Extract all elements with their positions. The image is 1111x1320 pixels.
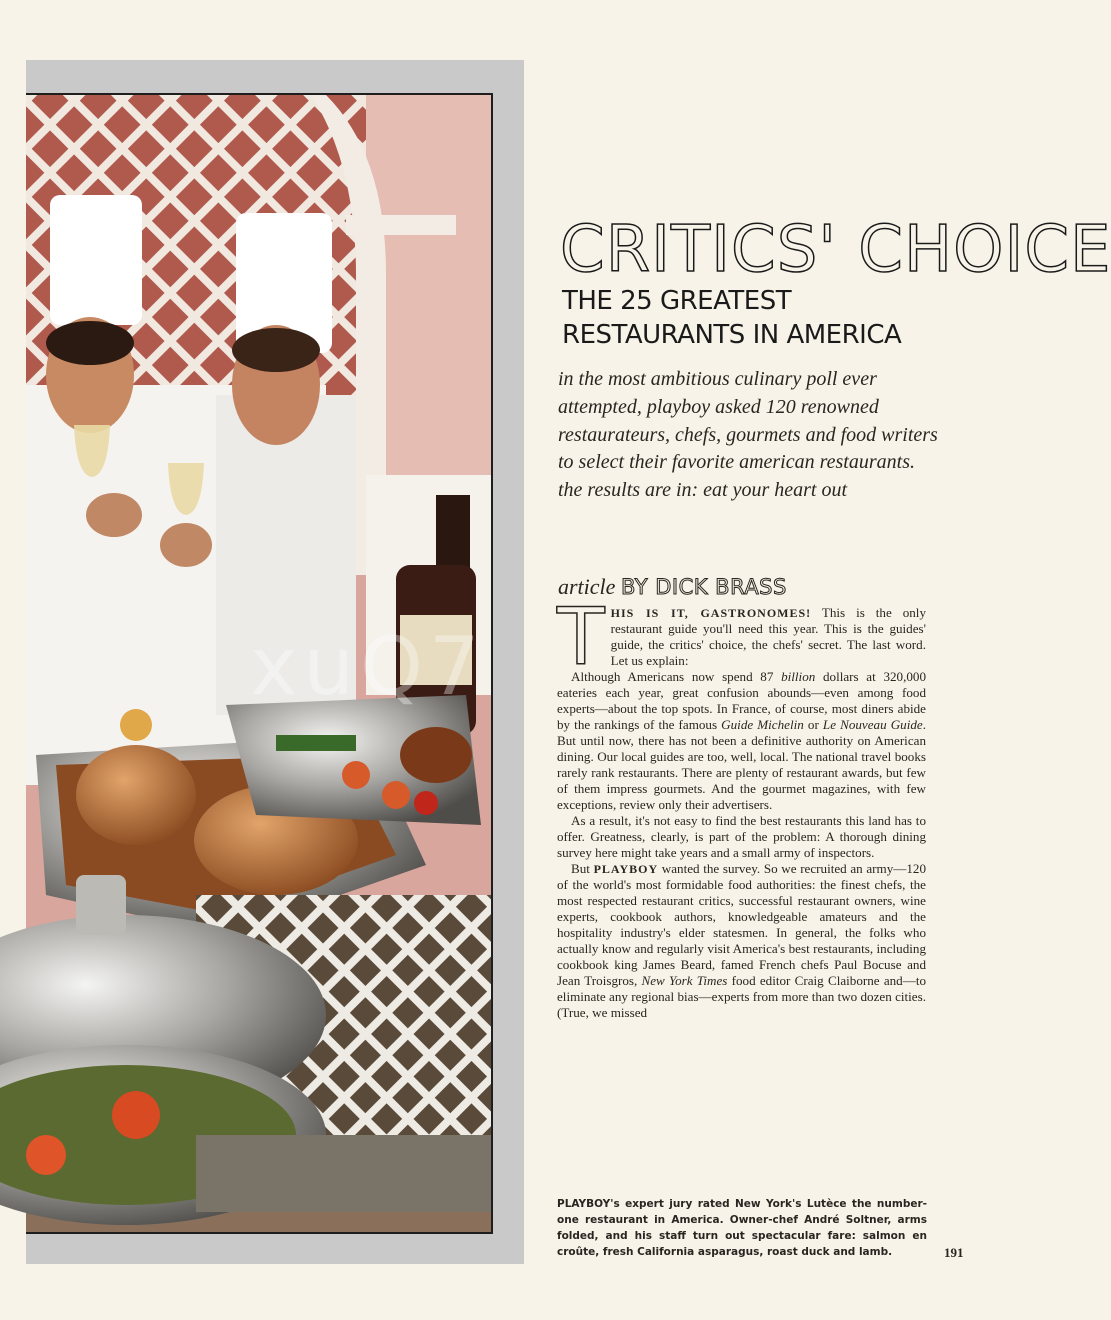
headline-title: CRITICS' CHOICE xyxy=(560,213,1111,287)
caption-text: expert jury rated New York's Lutèce the number-one restaurant in America. Owner-chef André Soltner, arms folded, and his staff turn out spectacular fare: salmon en croûte, fresh California asparagus, roast duck and lamb. xyxy=(557,1198,927,1258)
p4-text-a: But xyxy=(571,861,594,876)
page-number: 191 xyxy=(944,1245,964,1260)
p2-text-c: or xyxy=(803,717,823,732)
headline-subtitle xyxy=(562,284,962,352)
p4-playboy: PLAYBOY xyxy=(593,862,659,876)
p2-text-b: dollars at 320,000 eateries each year, great confusion abounds—even among food experts—about the top spots. In France, of course, most diners abide by the rankings of the famous xyxy=(557,669,926,732)
p2-text-d: . But until now, there has not been a definitive authority on American dining. Our local guides are too, well, local. The national travel books rarely rank restaurants. There are plenty of restaurant awards, but few of them impress gourmets. And the gourmet magazines, with few exceptions, review only their advertisers. xyxy=(557,717,927,812)
chefs-photo xyxy=(26,95,491,1212)
paragraph-1-text: This is the only restaurant guide you'll need this year. This is the guides' guide, the critics' choice, the chefs' secret. The last word. Let us explain: xyxy=(610,605,926,668)
watermark: xuQ7 xyxy=(250,620,486,713)
paragraph-4 xyxy=(557,861,926,1021)
p2-le-nouveau-guide: Le Nouveau Guide xyxy=(822,717,923,732)
lead-in: HIS IS IT, GASTRONOMES! xyxy=(610,606,812,620)
article-deck: in the most ambitious culinary poll ever attempted, playboy asked 120 renowned restaurateurs, chefs, gourmets and food writers to select their favorite american restaurants. the results are in: eat your heart out xyxy=(558,368,938,502)
photo-caption xyxy=(557,1196,927,1260)
p4-text-b: wanted the survey. So we recruited an army—120 of the world's most formidable food authorities: the finest chefs, the most respected restaurant critics, successful restaurant owners, wine experts, cookbook authors, knowledgeable amateurs and the hospitality industry's elder statesmen. In general, the folks who actually know and regularly visit America's best restaurants, including cookbook king James Beard, famed French chefs Paul Bocuse and Jean Troisgros, xyxy=(557,861,926,988)
byline-prefix: article xyxy=(558,574,616,599)
subtitle-line-2: RESTAURANTS IN AMERICA xyxy=(562,320,902,350)
byline-author: BY DICK BRASS xyxy=(620,575,787,599)
photo-frame xyxy=(26,93,493,1234)
paragraph-3: As a result, it's not easy to find the best restaurants this land has to offer. Greatness, clearly, is part of the problem: A thorough dining survey here might take years and a small army of inspectors. xyxy=(557,813,926,860)
p2-guide-michelin: Guide Michelin xyxy=(721,717,804,732)
p4-text-c: food editor Craig Claiborne and—to eliminate any regional bias—experts from more than two dozen cities. (True, we missed xyxy=(557,973,927,1020)
p4-nyt: New York Times xyxy=(641,973,728,988)
paragraph-2 xyxy=(557,669,926,813)
caption-lead: PLAYBOY's xyxy=(557,1198,620,1210)
drop-cap: T xyxy=(557,593,605,683)
p2-emphasis: billion xyxy=(781,669,816,684)
article-body xyxy=(557,593,927,1021)
subtitle-line-1: THE 25 GREATEST xyxy=(562,286,792,316)
p2-text-a: Although Americans now spend 87 xyxy=(571,669,782,684)
